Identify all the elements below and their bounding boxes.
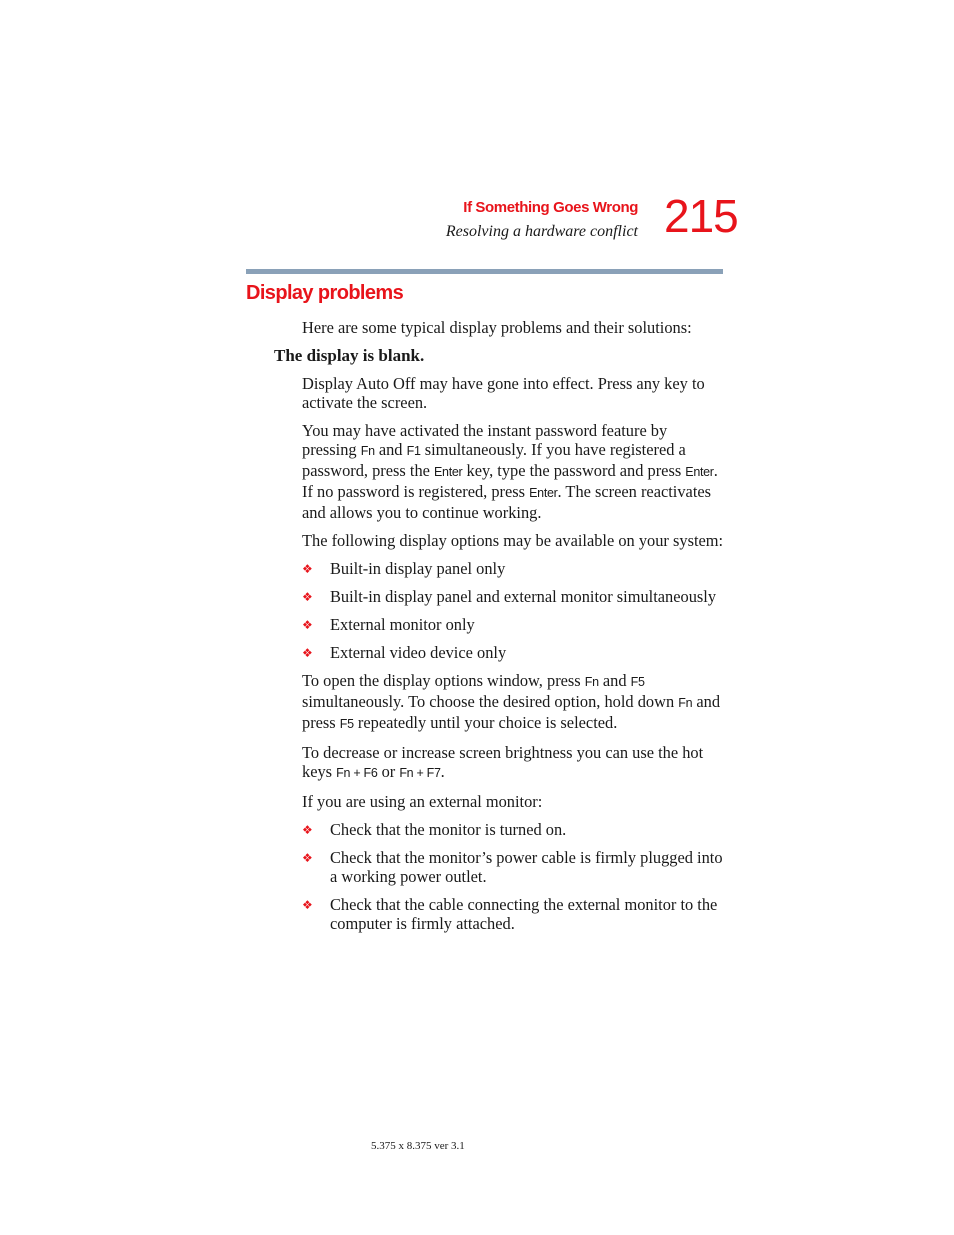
- list-item-text: Built-in display panel only: [330, 559, 506, 578]
- key-enter: Enter: [685, 465, 714, 479]
- text-run: To open the display options window, press: [302, 671, 585, 690]
- section-title: Display problems: [246, 282, 404, 304]
- diamond-bullet-icon: ❖: [302, 823, 313, 837]
- page-body: [274, 318, 724, 942]
- section-rule: [246, 269, 723, 274]
- external-monitor-paragraph: If you are using an external monitor:: [302, 792, 543, 811]
- text-run: To decrease or increase screen brightness you can use the hot keys: [302, 743, 704, 781]
- page-number: 215: [664, 190, 738, 242]
- list-item: [302, 643, 724, 662]
- hotkey-fn-f6: Fn + F6: [336, 766, 378, 780]
- intro-paragraph: Here are some typical display problems and their solutions:: [302, 318, 692, 337]
- key-enter: Enter: [529, 486, 558, 500]
- diamond-bullet-icon: ❖: [302, 590, 313, 604]
- diamond-bullet-icon: ❖: [302, 562, 313, 576]
- monitor-checks-list: [302, 820, 724, 933]
- text-run: or: [377, 762, 400, 781]
- list-item: [302, 895, 724, 933]
- list-item-text: Check that the monitor’s power cable is firmly plugged into a working power outlet.: [330, 848, 723, 886]
- running-header-chapter: If Something Goes Wrong: [463, 199, 638, 216]
- diamond-bullet-icon: ❖: [302, 618, 313, 632]
- text-run: and: [598, 671, 631, 690]
- list-item-text: Check that the monitor is turned on.: [330, 820, 567, 839]
- text-run: repeatedly until your choice is selected.: [353, 713, 618, 732]
- text-run: You may have activated the instant password feature by pressing: [302, 421, 668, 459]
- diamond-bullet-icon: ❖: [302, 646, 313, 660]
- list-item-text: External monitor only: [330, 615, 475, 634]
- key-fn: Fn: [678, 696, 693, 710]
- display-options-paragraph: [302, 671, 724, 734]
- key-f5: F5: [339, 717, 354, 731]
- text-run: simultaneously. To choose the desired option, hold down: [302, 692, 679, 711]
- list-item: [302, 615, 724, 634]
- key-enter: Enter: [434, 465, 463, 479]
- text-run: . The screen reactivates and allows you to continue working.: [302, 482, 712, 522]
- text-run: simultaneously. If you have registered a password, press the: [302, 440, 686, 480]
- text-run: key, type the password and press: [462, 461, 686, 480]
- list-item-text: Check that the cable connecting the external monitor to the computer is firmly attached.: [330, 895, 718, 933]
- list-item: [302, 587, 724, 606]
- auto-off-paragraph: Display Auto Off may have gone into effect. Press any key to activate the screen.: [302, 374, 705, 412]
- list-item: [302, 848, 724, 886]
- key-f5: F5: [630, 675, 645, 689]
- list-item: [302, 820, 724, 839]
- text-run: and press: [302, 692, 721, 732]
- running-header-section: Resolving a hardware conflict: [445, 223, 638, 240]
- list-item: [302, 559, 724, 578]
- text-run: and: [374, 440, 407, 459]
- diamond-bullet-icon: ❖: [302, 898, 313, 912]
- key-fn: Fn: [360, 444, 375, 458]
- text-run: . If no password is registered, press: [302, 461, 718, 501]
- list-item-text: Built-in display panel and external monitor simultaneously: [330, 587, 717, 606]
- key-f1: F1: [406, 444, 421, 458]
- hotkey-fn-f7: Fn + F7: [399, 766, 441, 780]
- problem-subheading: The display is blank.: [274, 346, 425, 365]
- text-run: .: [440, 762, 445, 781]
- password-paragraph: [302, 421, 724, 522]
- print-footer: 5.375 x 8.375 ver 3.1: [371, 1140, 465, 1152]
- options-intro-paragraph: The following display options may be available on your system:: [302, 531, 724, 550]
- list-item-text: External video device only: [330, 643, 507, 662]
- brightness-paragraph: [302, 743, 724, 783]
- key-fn: Fn: [584, 675, 599, 689]
- diamond-bullet-icon: ❖: [302, 851, 313, 865]
- display-options-list: [302, 559, 724, 662]
